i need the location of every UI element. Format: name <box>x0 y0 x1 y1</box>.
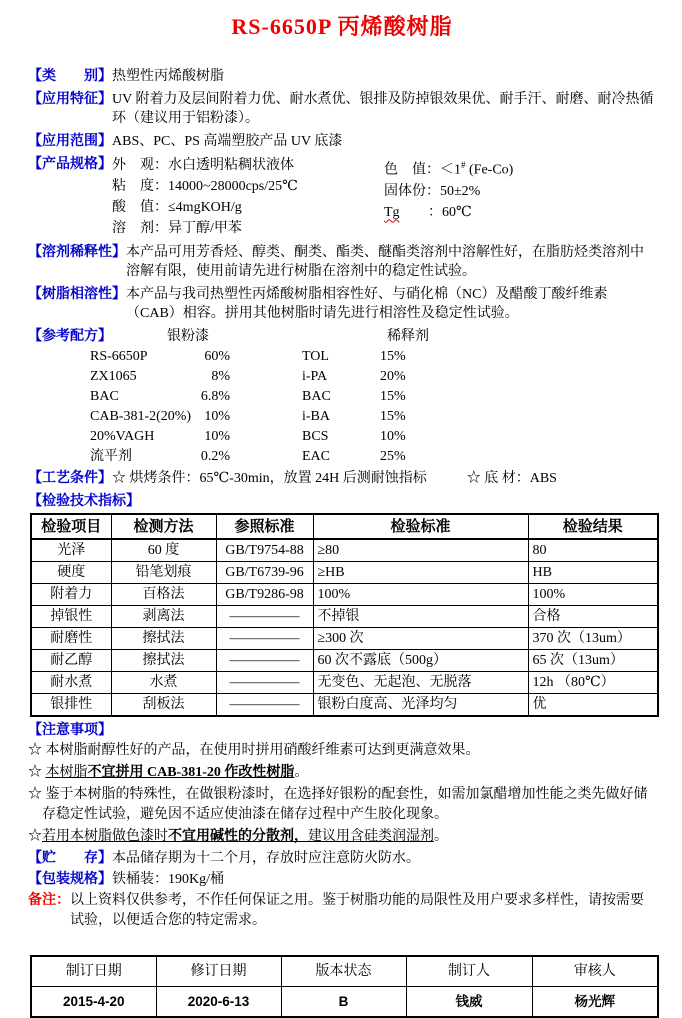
specs-label: 【产品规格】 <box>28 157 112 172</box>
section-storage <box>28 849 656 868</box>
revision-header-row: 制订日期 修订日期 版本状态 制订人 审核人 <box>31 956 658 987</box>
spec-solids: 固体份：50±2% <box>384 183 481 199</box>
star-icon: ☆ <box>28 829 42 844</box>
process-items <box>112 469 656 488</box>
color-value-superscript: # <box>461 160 466 170</box>
note-item-4: ☆若用本树脂做色漆时不宜用碱性的分散剂，建议用含硅类润湿剂。 <box>28 829 448 844</box>
features-text: UV 附着力及层间附着力优、耐水煮优、银排及防掉银效果优、耐手汗、耐磨、耐冷热循环（建议用于铝粉漆）。 <box>112 92 654 126</box>
table-row: 耐水煮 水煮 ————— 无变色、无起泡、无脱落 12h （80℃） <box>31 672 658 694</box>
section-notes <box>28 721 656 847</box>
formula-row: BAC 6.8% BAC 15% <box>90 389 406 404</box>
resin-compat-label: 【树脂相溶性】 <box>28 287 126 302</box>
section-remark <box>28 891 656 931</box>
solvent-dilution-text: 本产品可用芳香烃、醇类、酮类、酯类、醚酯类溶剂中溶解性好，在脂肪烃类溶剂中溶解有限，使用前请先进行树脂在溶剂中的稳定性试验。 <box>126 245 644 279</box>
table-row: 耐磨性 擦拭法 ————— ≥300 次 370 次（13um） <box>31 628 658 650</box>
note-item-1: ☆ 本树脂耐醇性好的产品，在使用时拼用硝酸纤维素可达到更满意效果。 <box>28 743 480 758</box>
solvent-dilution-label: 【溶剂稀释性】 <box>28 245 126 260</box>
features-label: 【应用特征】 <box>28 92 112 107</box>
spec-color-value: 色 值：＜1# (Fe-Co) <box>384 160 514 178</box>
tg-key-misspell-underline: Tg <box>384 204 400 220</box>
storage-text: 本品储存期为十二个月，存放时应注意防火防水。 <box>112 851 420 866</box>
note-item-3: ☆ 鉴于本树脂的特殊性，在做银粉漆时，在选择好银粉的配套性，如需加氯醋增加性能之类先做好储存稳定性试验，避免因不适应使油漆在储存过程中产生胶化现象。 <box>28 787 648 822</box>
revision-table <box>30 955 659 1018</box>
section-solvent-dilution <box>28 243 656 281</box>
table-row: 耐乙醇 擦拭法 ————— 60 次不露底（500g） 65 次（13um） <box>31 650 658 672</box>
section-resin-compat <box>28 285 656 323</box>
formula-row: 流平剂 0.2% EAC 25% <box>90 449 406 464</box>
category-text: 热塑性丙烯酸树脂 <box>112 69 224 84</box>
formula-headers <box>167 327 429 347</box>
spec-viscosity: 粘 度：14000~28000cps/25℃ <box>112 179 298 194</box>
star-icon: ☆ <box>28 743 46 758</box>
inspection-table <box>30 513 659 717</box>
section-inspection <box>28 492 656 717</box>
formula-row: RS-6650P 60% TOL 15% <box>90 349 406 364</box>
formula-row: ZX1065 8% i-PA 20% <box>90 369 406 384</box>
notes-label: 【注意事项】 <box>28 723 112 738</box>
star-icon: ☆ <box>28 765 46 780</box>
section-packaging <box>28 870 656 889</box>
storage-label: 【贮 存】 <box>28 851 112 866</box>
revised-date: 2020-6-13 <box>156 987 281 1018</box>
packaging-text: 铁桶装：190Kg/桶 <box>112 872 224 887</box>
section-features <box>28 90 656 128</box>
process-label: 【工艺条件】 <box>28 471 112 486</box>
formula-row: 20%VAGH 10% BCS 10% <box>90 429 406 444</box>
note-item-2: ☆ 本树脂不宜拼用 CAB-381-20 作改性树脂。 <box>28 765 309 780</box>
remark-label: 备注： <box>28 893 70 908</box>
process-substrate: ☆ 底 材：ABS <box>466 471 557 486</box>
page-title: RS-6650P 丙烯酸树脂 <box>231 14 453 39</box>
packaging-label: 【包装规格】 <box>28 872 112 887</box>
star-icon: ☆ <box>28 787 46 802</box>
table-row: 光泽 60 度 GB/T9754-88 ≥80 80 <box>31 539 658 562</box>
formula-row: CAB-381-2(20%) 10% i-BA 15% <box>90 409 406 424</box>
scope-text: ABS、PC、PS 高端塑胶产品 UV 底漆 <box>112 134 343 149</box>
spec-solvent: 溶 剂：异丁醇/甲苯 <box>112 221 242 236</box>
author-name: 钱威 <box>406 987 532 1018</box>
version-status: B <box>281 987 406 1018</box>
resin-compat-text: 本产品与我司热塑性丙烯酸树脂相容性好、与硝化棉（NC）及醋酸丁酸纤维素（CAB）相容。拼用其他树脂时请先进行相溶性及稳定性试验。 <box>126 287 608 321</box>
section-specs <box>28 155 656 239</box>
table-row: 银排性 刮板法 ————— 银粉白度高、光泽均匀 优 <box>31 694 658 717</box>
specs-grid <box>112 155 656 239</box>
section-formula <box>28 327 656 467</box>
specs-left-column <box>112 155 384 239</box>
process-bake-condition: ☆ 烘烤条件：65℃-30min，放置 24H 后测耐蚀指标 <box>112 471 427 486</box>
spec-appearance: 外 观：水白透明粘稠状液体 <box>112 158 294 173</box>
reviewer-name: 杨光辉 <box>532 987 658 1018</box>
spec-tg: Tg ：60℃ <box>384 204 472 220</box>
formula-label: 【参考配方】 <box>28 329 112 344</box>
scope-label: 【应用范围】 <box>28 134 112 149</box>
table-row: 硬度 铅笔划痕 GB/T6739-96 ≥HB HB <box>31 562 658 584</box>
remark-text: 以上资料仅供参考，不作任何保证之用。鉴于树脂功能的局限性及用户要求多样性，请按需要试验，以便适合您的特定需求。 <box>70 893 644 928</box>
created-date: 2015-4-20 <box>31 987 156 1018</box>
spec-acid-value: 酸 值：≤4mgKOH/g <box>112 200 242 215</box>
table-row: 掉银性 剥离法 ————— 不掉银 合格 <box>31 606 658 628</box>
table-row: 附着力 百格法 GB/T9286-98 100% 100% <box>31 584 658 606</box>
category-label: 【类 别】 <box>28 69 112 84</box>
formula-col1-header: 银粉漆 <box>167 329 209 344</box>
section-process <box>28 469 656 488</box>
specs-right-column <box>384 155 656 239</box>
formula-col2-header: 稀释剂 <box>387 329 429 344</box>
section-scope <box>28 132 656 151</box>
inspection-header-row: 检验项目 检测方法 参照标准 检验标准 检验结果 <box>31 514 658 539</box>
revision-value-row <box>31 987 658 1018</box>
inspection-label: 【检验技术指标】 <box>28 494 140 509</box>
section-category <box>28 67 656 86</box>
